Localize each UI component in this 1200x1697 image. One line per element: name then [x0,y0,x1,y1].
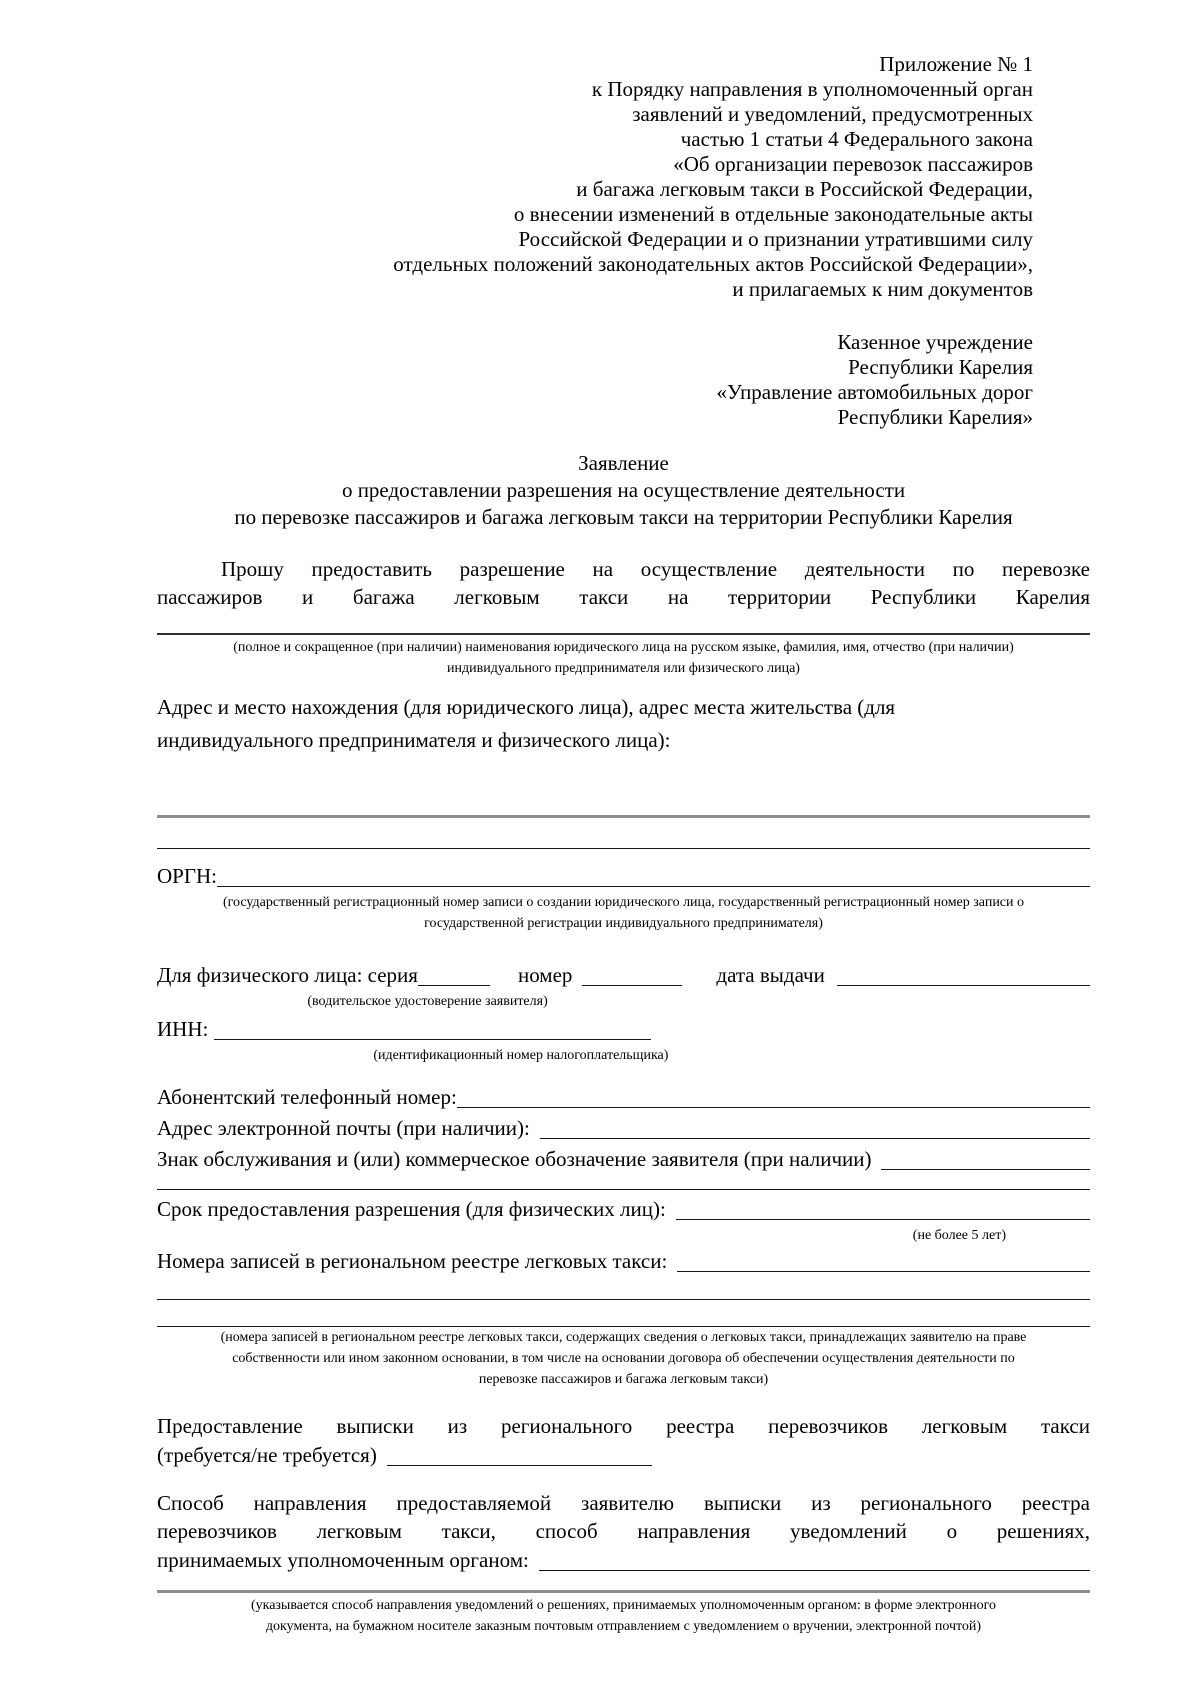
driver-license-label: Для физического лица: серия [157,963,418,987]
applicant-name-caption [157,637,1090,679]
title-line: о предоставлении разрешения на осуществление деятельности [341,478,906,502]
term-label: Срок предоставления разрешения (для физических лиц): [157,1197,666,1221]
appendix-line: и прилагаемых к ним документов [732,277,1033,301]
driver-license-row [157,960,1090,991]
appendix-line: частью 1 статьи 4 Федерального закона [680,127,1033,151]
intro-paragraph [157,555,1090,611]
delivery-paragraph [157,1489,1090,1576]
term-row [157,1194,1090,1225]
phone-row [157,1082,1090,1113]
term-fill-line [676,1219,1090,1220]
license-number-fill [582,985,682,986]
delivery-line: Способ направления предоставляемой заявителю выписки из регионального реестра [157,1491,1090,1515]
appendix-line: к Порядку направления в уполномоченный орган [591,77,1033,101]
document-title [157,450,1090,531]
appendix-line: заявлений и уведомлений, предусмотренных [632,102,1033,126]
license-series-fill [418,985,490,986]
term-caption: (не более 5 лет) [912,1228,1006,1243]
caption-line: (государственный регистрационный номер записи о создании юридического лица, государственный регистрационный номер записи о [222,895,1025,910]
addressee-line: Республики Карелия [848,355,1033,379]
trademark-row [157,1144,1090,1175]
caption-line: документа, на бумажном носителе заказным почтовым отправлением с уведомлением о вручении, электронной почтой) [265,1619,982,1634]
email-row [157,1113,1090,1144]
inn-label: ИНН: [157,1017,209,1041]
delivery-method-row [157,1545,1090,1576]
address-label-line: индивидуального предпринимателя и физического лица): [157,728,671,752]
inn-fill-line [214,1039,651,1040]
ogrn-caption [157,892,1090,934]
extract-fill-line [387,1465,652,1466]
appendix-line: Российской Федерации и о признании утратившими силу [518,227,1033,251]
title-line: Заявление [578,451,669,475]
delivery-fill-line [539,1570,1090,1571]
phone-fill-line [457,1107,1090,1108]
license-number-label: номер [517,963,573,987]
caption-line: собственности или ином законном основании, в том числе на основании договора об обеспечении осуществления деятельности по [232,1351,1015,1366]
delivery-caption [157,1595,1090,1637]
address-label [157,691,1090,757]
registry-fill-line-2 [157,1277,1090,1300]
caption-line: (идентификационный номер налогоплательщика) [373,1048,669,1063]
registry-fill-line-3 [157,1300,1090,1327]
appendix-line: о внесении изменений в отдельные законодательные акты [513,202,1033,226]
inn-row [157,1014,1090,1045]
addressee-line: Казенное учреждение [837,330,1033,354]
trademark-fill-line [881,1169,1090,1170]
license-date-fill [837,985,1090,986]
extract-line: Предоставление выписки из регионального реестра перевозчиков легковым такси [157,1414,1090,1438]
caption-line: (номера записей в региональном реестре легковых такси, содержащих сведения о легковых такси, принадлежащих заявителю на праве [220,1330,1027,1345]
driver-license-caption [157,991,698,1012]
title-line: по перевозке пассажиров и багажа легковым такси на территории Республики Карелия [234,505,1013,529]
license-date-label: дата выдачи [716,963,825,987]
trademark-label: Знак обслуживания и (или) коммерческое обозначение заявителя (при наличии) [157,1147,872,1171]
email-label: Адрес электронной почты (при наличии): [157,1116,530,1140]
addressee-line: «Управление автомобильных дорог [716,380,1033,404]
ogrn-fill-line [217,886,1090,887]
appendix-reference-block [157,52,1033,302]
delivery-line: перевозчиков легковым такси, способ направления уведомлений о решениях, [157,1519,1090,1543]
extract-choice-row [157,1440,1090,1471]
addressee-line: Республики Карелия» [837,405,1033,429]
registry-caption [157,1327,1090,1390]
caption-line: перевозке пассажиров и багажа легковым такси) [478,1372,769,1387]
phone-label: Абонентский телефонный номер: [157,1085,457,1109]
extract-choice-label: (требуется/не требуется) [157,1443,377,1467]
extract-paragraph [157,1412,1090,1471]
delivery-divider-line [157,1576,1090,1593]
inn-caption [157,1045,885,1066]
intro-line: пассажиров и багажа легковым такси на территории Республики Карелия [157,585,1090,609]
trademark-continuation-line [157,1175,1090,1190]
appendix-line: отдельных положений законодательных актов Российской Федерации», [393,252,1033,276]
registry-label: Номера записей в региональном реестре легковых такси: [157,1249,668,1273]
address-fill-line [157,818,1090,849]
registry-fill-line [677,1271,1090,1272]
caption-line: индивидуального предпринимателя или физического лица) [447,661,800,676]
appendix-line: Приложение № 1 [879,52,1033,76]
caption-line: государственной регистрации индивидуального предпринимателя) [424,916,823,931]
caption-line: (водительское удостоверение заявителя) [307,994,548,1009]
registry-row [157,1246,1090,1277]
applicant-name-line [157,611,1090,635]
delivery-method-label: принимаемых уполномоченным органом: [157,1548,529,1572]
ogrn-row [157,861,1090,892]
appendix-line: и багажа легковым такси в Российской Федерации, [576,177,1033,201]
address-fill-line [157,757,1090,818]
address-label-line: Адрес и место нахождения (для юридического лица), адрес места жительства (для [157,695,896,719]
addressee-block [157,330,1033,430]
caption-line: (указывается способ направления уведомлений о решениях, принимаемых уполномоченным органом: в форме электронного [250,1598,997,1613]
email-fill-line [540,1138,1090,1139]
appendix-line: «Об организации перевозок пассажиров [673,152,1033,176]
ogrn-label: ОРГН: [157,864,217,888]
intro-line: Прошу предоставить разрешение на осуществление деятельности по перевозке [221,557,1090,581]
caption-line: (полное и сокращенное (при наличии) наименования юридического лица на русском языке, фамилия, имя, отчество (при наличии) [233,640,1014,655]
